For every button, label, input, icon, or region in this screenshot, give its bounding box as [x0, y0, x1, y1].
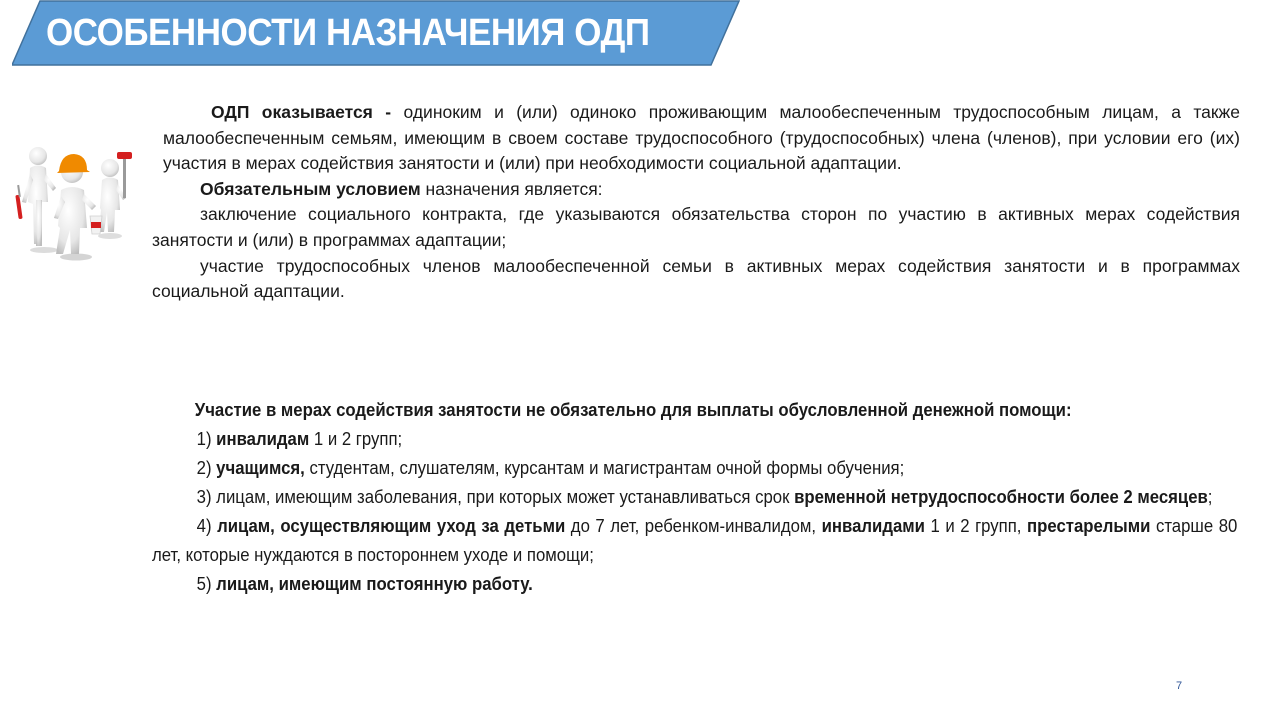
- title-banner: [12, 0, 740, 66]
- list-item-text: 1 и 2 групп;: [309, 429, 403, 449]
- list-item-number: 2): [196, 458, 217, 478]
- list-item-number: 1): [196, 429, 217, 449]
- list-item-text: студентам, слушателям, курсантам и магистрантам очной формы обучения;: [304, 458, 905, 478]
- list-item-text: до 7 лет, ребенком-инвалидом,: [565, 516, 822, 536]
- paragraph-text: назначения является:: [420, 178, 603, 199]
- bold-phrase: престарелыми: [1027, 516, 1151, 536]
- bold-phrase: Обязательным условием: [200, 178, 421, 199]
- list-item-text: 1 и 2 групп,: [924, 516, 1028, 536]
- list-item: [152, 570, 1237, 599]
- bold-phrase: инвалидами: [821, 516, 925, 536]
- paragraph-who-receives: [152, 100, 1240, 177]
- bold-phrase: временной нетрудоспособности более 2 месяцев: [794, 487, 1208, 507]
- bold-phrase: лицам, имеющим постоянную работу.: [216, 574, 533, 594]
- workers-with-tools-figures-icon: [14, 140, 136, 262]
- page-number: 7: [1176, 680, 1183, 692]
- page-title: ОСОБЕННОСТИ НАЗНАЧЕНИЯ ОДП: [46, 12, 650, 54]
- paragraph-social-contract: заключение социального контракта, где указываются обязательства сторон по участию в активных мерах содействия занятости и (или) в программах адаптации;: [152, 204, 1240, 250]
- list-item: [152, 483, 1237, 512]
- list-item: [152, 425, 1237, 454]
- paragraph-participation: участие трудоспособных членов малообеспеченной семьи в активных мерах содействия занятости и в программах социальной адаптации.: [152, 255, 1240, 302]
- exemptions-text-block: [152, 396, 1237, 599]
- list-item-text: лицам, имеющим заболевания, при которых может устанавливаться срок: [216, 487, 795, 507]
- list-item-text: старше 80 лет, которые нуждаются в постороннем уходе и помощи;: [152, 516, 1238, 565]
- eligibility-text-block: [152, 100, 1240, 305]
- list-item-number: 5): [196, 574, 217, 594]
- bold-phrase: учащимся,: [216, 458, 305, 478]
- list-item: [152, 512, 1237, 570]
- bold-phrase: инвалидам: [216, 429, 310, 449]
- bold-phrase: ОДП оказывается -: [211, 102, 392, 122]
- paragraph-text: одиноким и (или) одиноко проживающим малообеспеченным трудоспособным лицам, а также малообеспеченным семьям, имеющим в своем составе трудоспособного (трудоспособных) члена (членов), при условии его (их) участия в мерах содействия занятости и (или) при необходимости социальной адаптации.: [163, 102, 1240, 174]
- list-item-tail: ;: [1207, 487, 1213, 507]
- bold-phrase: лицам, осуществляющим уход за детьми: [217, 516, 566, 536]
- paragraph-mandatory-condition: [152, 177, 1240, 203]
- list-item-number: 4): [196, 516, 218, 536]
- list-item: [152, 454, 1237, 483]
- exemptions-heading: Участие в мерах содействия занятости не обязательно для выплаты обусловленной денежной помощи:: [194, 400, 1072, 420]
- list-item-number: 3): [196, 487, 217, 507]
